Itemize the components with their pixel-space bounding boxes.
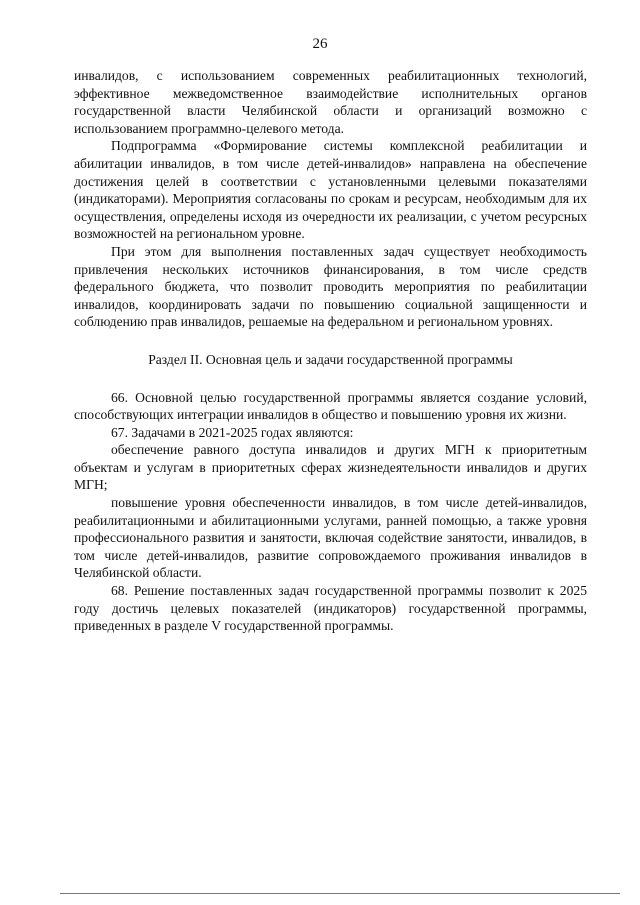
paragraph-continuation: инвалидов, с использованием современных реабилитационных технологий, эффективное межведомственное взаимодействие исполнительных органов государственной власти Челябинской области и организаций возможно с использованием программно-целевого метода.: [74, 68, 587, 136]
paragraph-task-rehabilitation: повышение уровня обеспеченности инвалидов, в том числе детей-инвалидов, реабилитационными и абилитационными услугами, ранней помощью, а также уровня профессионального развития и занятости, включая содействие занятости, инвалидов, в том числе детей-инвалидов, развитие сопровождаемого проживания инвалидов в Челябинской области.: [74, 495, 587, 581]
paragraph-task-access: обеспечение равного доступа инвалидов и других МГН к приоритетным объектам и услугам в приоритетных сферах жизнедеятельности инвалидов и других МГН;: [74, 442, 587, 493]
page-number: 26: [312, 36, 328, 52]
paragraph-subprogram: Подпрограмма «Формирование системы комплексной реабилитации и абилитации инвалидов, в том числе детей-инвалидов» направлена на обеспечение достижения целей в соответствии с установленными целевыми показателями (индикаторами). Мероприятия согласованы по срокам и ресурсам, необходимым для их осуществления, определены исходя из очередности их реализации, с учетом ресурсных возможностей на региональном уровне.: [74, 138, 587, 242]
document-body: [74, 67, 587, 635]
paragraph-67-tasks-intro: 67. Задачами в 2021-2025 годах являются:: [111, 424, 354, 440]
paragraph-68-results: 68. Решение поставленных задач государственной программы позволит к 2025 году достичь целевых показателей (индикаторов) государственной программы, приведенных в разделе V государственной программы.: [74, 583, 587, 634]
section-title: Раздел II. Основная цель и задачи государственной программы: [148, 351, 513, 367]
paragraph-financing: При этом для выполнения поставленных задач существует необходимость привлечения нескольких источников финансирования, в том числе средств федерального бюджета, что позволит проводить мероприятия по реабилитации инвалидов, координировать задачи по повышению социальной защищенности и соблюдению прав инвалидов, решаемые на федеральном и региональном уровнях.: [74, 243, 587, 330]
scan-bottom-edge: [60, 893, 620, 894]
paragraph-66-goal: 66. Основной целью государственной программы является создание условий, способствующих интеграции инвалидов в общество и повышению уровня их жизни.: [74, 389, 587, 423]
